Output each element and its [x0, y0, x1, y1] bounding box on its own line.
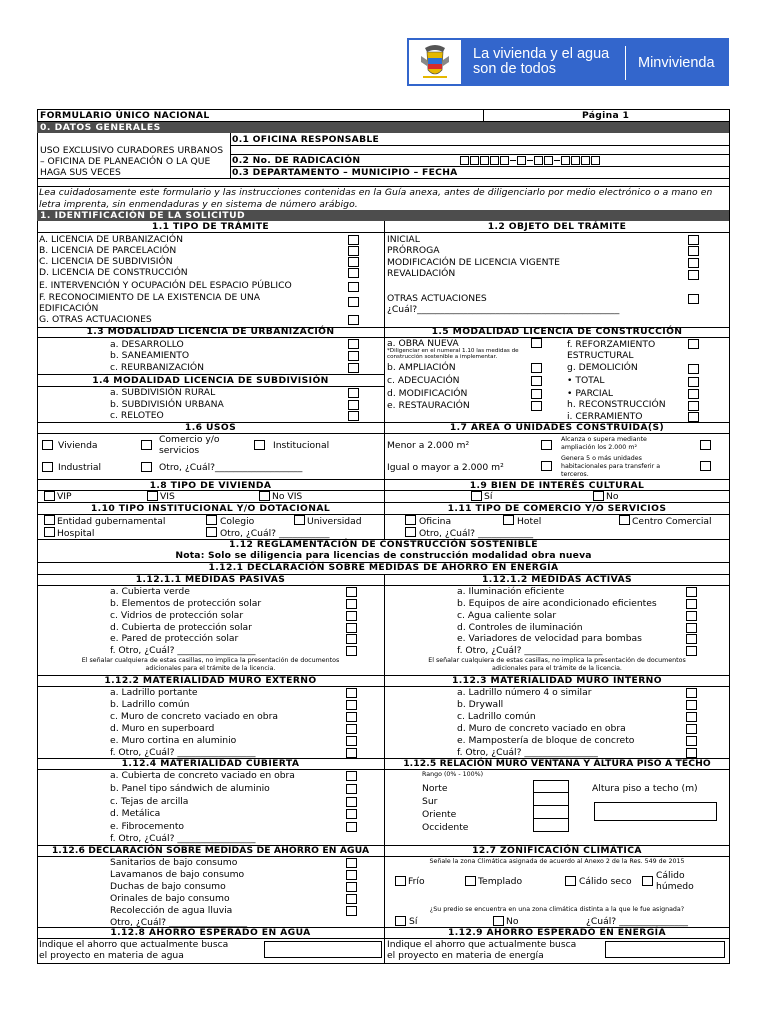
s1-10-gub: Entidad gubernamental — [57, 516, 166, 527]
s1-12-5-sur: Sur — [422, 796, 438, 807]
externo-b: b. Ladrillo común — [110, 699, 190, 710]
s1-12-8-title: 1.12.8 AHORRO ESPERADO EN AGUA — [110, 927, 311, 938]
interno-a: a. Ladrillo número 4 o similar — [457, 687, 592, 698]
interno-checkbox-e[interactable] — [686, 736, 697, 746]
s1-4-title: 1.4 MODALIDAD LICENCIA DE SUBDIVISIÓN — [92, 375, 329, 386]
s1-12-9-input[interactable] — [605, 941, 725, 958]
s1-8-checkbox-vip[interactable] — [44, 491, 55, 501]
s1-12-8-text2: el proyecto en materia de agua — [39, 950, 184, 961]
s1-12-5-norte-input[interactable] — [533, 780, 569, 793]
s1-6-checkbox-institucional[interactable] — [254, 440, 265, 450]
s1-12-5-range: Rango (0% - 100%) — [422, 771, 484, 778]
s1-8-vip: VIP — [57, 491, 72, 502]
externo-checkbox-c[interactable] — [346, 712, 357, 722]
activas-e: e. Variadores de velocidad para bombas — [457, 633, 642, 644]
s1-7-checkbox-alcanza[interactable] — [700, 440, 711, 450]
s1-5-item-c: c. ADECUACIÓN — [387, 375, 460, 386]
cubierta-f-field[interactable]: f. Otro, ¿Cuál? _________________ — [110, 833, 256, 844]
s1-5-checkbox-c[interactable] — [531, 376, 542, 386]
cubierta-checkbox-e[interactable] — [346, 822, 357, 832]
s1-7-note5: terceros. — [561, 471, 589, 478]
s1-8-title: 1.8 TIPO DE VIVIENDA — [149, 480, 272, 491]
s1-3-item-a: a. DESARROLLO — [110, 339, 184, 350]
s1-7-checkbox-menor[interactable] — [541, 440, 552, 450]
agua-checkbox-1[interactable] — [346, 858, 357, 868]
office-label: 0.1 OFICINA RESPONSABLE — [232, 134, 380, 145]
s1-4-checkbox-a[interactable] — [348, 388, 359, 398]
s1-1-item-f: F. RECONOCIMIENTO DE LA EXISTENCIA DE UNA — [39, 292, 261, 303]
form-title: FORMULARIO ÚNICO NACIONAL — [40, 110, 210, 121]
s1-9-no: No — [606, 491, 619, 502]
cubierta-checkbox-b[interactable] — [346, 784, 357, 794]
s1-9-checkbox-si[interactable] — [471, 491, 482, 501]
s1-5-checkbox-d[interactable] — [531, 389, 542, 399]
activas-f-field[interactable]: f. Otro, ¿Cuál? _________________ — [457, 645, 603, 656]
s1-11-oficina: Oficina — [419, 516, 452, 527]
pasivas-a: a. Cubierta verde — [110, 586, 190, 597]
s1-5-item-parcial: • PARCIAL — [567, 388, 614, 399]
s1-6-otro-field[interactable]: Otro, ¿Cuál?___________________ — [159, 462, 303, 473]
pasivas-disclaimer2: adicionales para el trámite de la licencia. — [145, 665, 276, 672]
s1-7-title: 1.7 AREA O UNIDADES CONSTRUIDA(S) — [449, 422, 665, 433]
section-1-header: 1. IDENTIFICACIÓN DE LA SOLICITUD — [37, 210, 729, 221]
instructions-text: Lea cuidadosamente este formulario y las instrucciones contenidas en la Guía anexa, antes de diligenciarlo por medio electrónico o a mano en letra imprenta, sin enmendaduras y en sistema de número arábigo. — [39, 187, 713, 210]
s1-12-2-title: 1.12.2 MATERIALIDAD MURO EXTERNO — [104, 675, 317, 686]
zona-checkbox-no[interactable] — [493, 916, 504, 926]
pasivas-checkbox-e[interactable] — [346, 634, 357, 644]
activas-checkbox-c[interactable] — [686, 611, 697, 621]
s1-6-comercio: Comercio y/o — [159, 434, 220, 445]
s1-3-checkbox-c[interactable] — [348, 363, 359, 373]
s1-12-9-text1: Indique el ahorro que actualmente busca — [387, 939, 577, 950]
s1-11-title: 1.11 TIPO DE COMERCIO Y/O SERVICIOS — [447, 503, 667, 514]
s1-2-checkbox-modificacion[interactable] — [688, 258, 699, 268]
s1-1-item-e: E. INTERVENCIÓN Y OCUPACIÓN DEL ESPACIO PÚBLICO — [39, 280, 292, 291]
activas-d: d. Controles de iluminación — [457, 622, 583, 633]
s1-1-item-b: B. LICENCIA DE PARCELACIÓN — [39, 245, 177, 256]
s1-2-item-inicial: INICIAL — [387, 234, 420, 245]
externo-f-field[interactable]: f. Otro, ¿Cuál? _________________ — [110, 747, 256, 758]
activas-checkbox-a[interactable] — [686, 587, 697, 597]
s1-12-5-occidente: Occidente — [422, 822, 469, 833]
s1-11-checkbox-otro[interactable] — [405, 527, 416, 537]
s1-3-item-b: b. SANEAMIENTO — [110, 350, 190, 361]
s1-12-note: Nota: Solo se diligencia para licencias de construcción modalidad obra nueva — [175, 550, 592, 561]
s1-5-item-a: a. OBRA NUEVA — [387, 338, 459, 349]
cubierta-d: d. Metálica — [110, 808, 161, 819]
s1-9-checkbox-no[interactable] — [593, 491, 604, 501]
slogan-line1: La vivienda y el agua — [473, 46, 610, 62]
brand-name: Minvivienda — [638, 55, 715, 71]
zona-frio: Frío — [408, 876, 425, 887]
pasivas-f-field[interactable]: f. Otro, ¿Cuál? _________________ — [110, 645, 256, 656]
zona-checkbox-si[interactable] — [395, 916, 406, 926]
logo-slogan — [473, 47, 609, 77]
s1-5-item-d: d. MODIFICACIÓN — [387, 388, 468, 399]
s1-12-9-text2: el proyecto en materia de energía — [387, 950, 544, 961]
pasivas-checkbox-a[interactable] — [346, 587, 357, 597]
s1-7-menor: Menor a 2.000 m² — [387, 440, 470, 451]
interno-checkbox-b[interactable] — [686, 700, 697, 710]
zona-calido-humedo2: húmedo — [656, 881, 694, 892]
s1-12-7-note: Señale la zona Climática asignada de acuerdo al Anexo 2 de la Res. 549 de 2015 — [429, 858, 685, 865]
zona-checkbox-templado[interactable] — [465, 876, 476, 886]
s1-5-title: 1.5 MODALIDAD LICENCIA DE CONSTRUCCIÓN — [431, 326, 683, 337]
s1-6-checkbox-otro[interactable] — [141, 462, 152, 472]
pasivas-checkbox-f[interactable] — [346, 646, 357, 656]
s1-5-checkbox-b[interactable] — [531, 363, 542, 373]
s1-4-checkbox-b[interactable] — [348, 400, 359, 410]
activas-a: a. Iluminación eficiente — [457, 586, 565, 597]
externo-checkbox-d[interactable] — [346, 724, 357, 734]
interno-checkbox-c[interactable] — [686, 712, 697, 722]
agua-item-5: Recolección de agua lluvia — [110, 905, 233, 916]
activas-checkbox-f[interactable] — [686, 646, 697, 656]
activas-c: c. Agua caliente solar — [457, 610, 557, 621]
externo-checkbox-b[interactable] — [346, 700, 357, 710]
zona-calido-seco: Cálido seco — [579, 876, 632, 887]
s1-1-checkbox-d[interactable] — [348, 268, 359, 278]
s1-1-checkbox-f[interactable] — [348, 297, 359, 307]
s1-6-checkbox-industrial[interactable] — [42, 462, 53, 472]
s1-1-checkbox-c[interactable] — [348, 257, 359, 267]
interno-c: c. Ladrillo común — [457, 711, 536, 722]
agua-item-1: Sanitarios de bajo consumo — [110, 857, 238, 868]
s1-6-comercio2: servicios — [159, 445, 200, 456]
s1-4-checkbox-c[interactable] — [348, 411, 359, 421]
externo-checkbox-e[interactable] — [346, 736, 357, 746]
s1-2-checkbox-otras[interactable] — [688, 294, 699, 304]
cubierta-checkbox-a[interactable] — [346, 771, 357, 781]
s1-10-checkbox-gub[interactable] — [44, 515, 55, 525]
externo-c: c. Muro de concreto vaciado en obra — [110, 711, 279, 722]
coat-of-arms-icon — [409, 40, 461, 84]
s1-1-checkbox-e[interactable] — [348, 282, 359, 292]
zona-si: Sí — [409, 916, 418, 927]
agua-item-6-field[interactable]: Otro, ¿Cuál? _________________ — [110, 917, 248, 928]
slogan-line2: son de todos — [473, 61, 557, 77]
location-label: 0.3 DEPARTAMENTO – MUNICIPIO – FECHA — [232, 167, 458, 178]
pasivas-d: d. Cubierta de protección solar — [110, 622, 252, 633]
s1-12-5-norte: Norte — [422, 783, 448, 794]
zona-checkbox-calido-seco[interactable] — [565, 876, 576, 886]
externo-checkbox-a[interactable] — [346, 688, 357, 698]
s1-12-9-title: 1.12.9 AHORRO ESPERADO EN ENERGÍA — [448, 927, 666, 938]
s1-1-checkbox-a[interactable] — [348, 235, 359, 245]
s1-12-5-oriente-input[interactable] — [533, 806, 569, 819]
s1-2-checkbox-revalidacion[interactable] — [688, 270, 699, 280]
s1-7-mayor: Igual o mayor a 2.000 m² — [387, 462, 504, 473]
interno-d: d. Muro de concreto vaciado en obra — [457, 723, 626, 734]
cubierta-a: a. Cubierta de concreto vaciado en obra — [110, 770, 295, 781]
s1-5-item-h: h. RECONSTRUCCIÓN — [567, 399, 666, 410]
zona-checkbox-calido-humedo[interactable] — [642, 876, 653, 886]
s1-5-item-g: g. DEMOLICIÓN — [567, 362, 638, 373]
s1-12-5-oriente: Oriente — [422, 809, 457, 820]
externo-e: e. Muro cortina en aluminio — [110, 735, 237, 746]
s1-5-item-f2: ESTRUCTURAL — [567, 350, 634, 361]
s1-5-note: *Diligenciar en el numeral 1.10 las medidas de construcción sostenible a implementar. — [387, 348, 519, 361]
interno-checkbox-d[interactable] — [686, 724, 697, 734]
s1-7-checkbox-mayor[interactable] — [541, 461, 552, 471]
s1-3-item-c: c. REURBANIZACIÓN — [110, 362, 205, 373]
pasivas-checkbox-d[interactable] — [346, 623, 357, 633]
s1-12-7-question: ¿Su predio se encuentra en una zona climática distinta a la que le fue asignada? — [429, 906, 685, 913]
s1-2-item-revalidacion: REVALIDACIÓN — [387, 268, 456, 279]
cubierta-e: e. Fibrocemento — [110, 821, 185, 832]
page-number: Página 1 — [582, 110, 630, 121]
s1-12-3-title: 1.12.3 MATERIALIDAD MURO INTERNO — [452, 675, 662, 686]
radication-number-field[interactable] — [460, 155, 600, 165]
s1-3-checkbox-a[interactable] — [348, 339, 359, 349]
s1-1-checkbox-b[interactable] — [348, 246, 359, 256]
s1-5-checkbox-total[interactable] — [688, 377, 699, 387]
s1-6-checkbox-vivienda[interactable] — [42, 440, 53, 450]
s1-2-title: 1.2 OBJETO DEL TRÁMITE — [487, 221, 627, 232]
s1-6-vivienda: Vivienda — [58, 440, 98, 451]
s1-2-item-modificacion: MODIFICACIÓN DE LICENCIA VIGENTE — [387, 257, 560, 268]
s1-5-item-i: i. CERRAMIENTO — [567, 411, 643, 422]
s1-1-checkbox-g[interactable] — [348, 315, 359, 325]
s1-1-item-d: D. LICENCIA DE CONSTRUCCIÓN — [39, 267, 188, 278]
agua-item-3: Duchas de bajo consumo — [110, 881, 226, 892]
s1-12-1-1-title: 1.12.1.1 MEDIDAS PASIVAS — [135, 574, 286, 585]
s1-12-1-title: 1.12.1 DECLARACIÓN SOBRE MEDIDAS DE AHORRO EN ENERGÍA — [208, 562, 559, 573]
s1-10-title: 1.10 TIPO INSTITUCIONAL Y/O DOTACIONAL — [90, 503, 331, 514]
agua-checkbox-3[interactable] — [346, 882, 357, 892]
pasivas-checkbox-c[interactable] — [346, 611, 357, 621]
agua-checkbox-4[interactable] — [346, 894, 357, 904]
interno-f-field[interactable]: f. Otro, ¿Cuál? ________________ — [457, 747, 598, 758]
s1-3-title: 1.3 MODALIDAD LICENCIA DE URBANIZACIÓN — [86, 326, 335, 337]
agua-item-2: Lavamanos de bajo consumo — [110, 869, 245, 880]
pasivas-e: e. Pared de protección solar — [110, 633, 239, 644]
pasivas-b: b. Elementos de protección solar — [110, 598, 262, 609]
s1-12-8-input[interactable] — [264, 941, 382, 958]
s1-1-item-f2: EDIFICACIÓN — [39, 303, 99, 314]
s1-1-title: 1.1 TIPO DE TRÁMITE — [151, 221, 270, 232]
s1-3-checkbox-b[interactable] — [348, 351, 359, 361]
activas-b: b. Equipos de aire acondicionado eficientes — [457, 598, 657, 609]
s1-8-checkbox-vis[interactable] — [147, 491, 158, 501]
s1-12-8-text1: Indique el ahorro que actualmente busca — [39, 939, 229, 950]
radication-label: 0.2 No. DE RADICACIÓN — [232, 155, 361, 166]
interno-checkbox-a[interactable] — [686, 688, 697, 698]
cubierta-checkbox-d[interactable] — [346, 809, 357, 819]
s1-5-checkbox-a[interactable] — [531, 338, 542, 348]
pasivas-c: c. Vidrios de protección solar — [110, 610, 244, 621]
exclusive-use-label: USO EXCLUSIVO CURADORES URBANOS – OFICINA DE PLANEACIÓN O LA QUE HAGA SUS VECES — [40, 145, 224, 178]
s1-10-otro-field[interactable]: Otro, ¿Cuál? ___________ — [220, 528, 330, 539]
s1-5-item-total: • TOTAL — [567, 375, 605, 386]
s1-6-checkbox-comercio[interactable] — [141, 440, 152, 450]
s1-12-5-height-label: Altura piso a techo (m) — [592, 783, 698, 794]
s1-11-checkbox-oficina[interactable] — [405, 515, 416, 525]
activas-checkbox-d[interactable] — [686, 623, 697, 633]
s1-7-note2: ampliación los 2.000 m² — [561, 444, 637, 451]
s1-9-title: 1.9 BIEN DE INTERÉS CULTURAL — [469, 480, 645, 491]
interno-b: b. Drywall — [457, 699, 504, 710]
s1-9-si: Sí — [484, 491, 493, 502]
s1-6-title: 1.6 USOS — [184, 422, 237, 433]
s1-5-checkbox-e[interactable] — [531, 401, 542, 411]
s1-11-otro-field[interactable]: Otro, ¿Cuál? ____________ — [419, 528, 534, 539]
s1-11-checkbox-hotel[interactable] — [503, 515, 514, 525]
s1-7-note4: habitacionales para transferir a — [561, 463, 661, 470]
s1-4-item-a: a. SUBDIVISIÓN RURAL — [110, 387, 216, 398]
s1-7-checkbox-genera[interactable] — [700, 461, 711, 471]
s1-5-checkbox-i[interactable] — [688, 412, 699, 422]
s1-11-checkbox-centro[interactable] — [619, 515, 630, 525]
logo-divider — [625, 46, 626, 80]
s1-7-note1: Alcanza o supera mediante — [561, 436, 647, 443]
s1-12-5-title: 1.12.5 RELACIÓN MURO VENTANA Y ALTURA PISO A TECHO — [403, 758, 711, 769]
s1-5-item-e: e. RESTAURACIÓN — [387, 400, 470, 411]
interno-checkbox-f[interactable] — [686, 748, 697, 758]
s1-10-checkbox-hospital[interactable] — [44, 527, 55, 537]
s1-12-5-occidente-input[interactable] — [533, 819, 569, 832]
pasivas-disclaimer1: El señalar cualquiera de estas casillas, no implica la presentación de documentos — [81, 657, 340, 664]
zona-cual-field[interactable]: ¿Cuál? _______________ — [586, 916, 689, 927]
agua-item-4: Orinales de bajo consumo — [110, 893, 230, 904]
interno-e: e. Mampostería de bloque de concreto — [457, 735, 635, 746]
zona-checkbox-frio[interactable] — [395, 876, 406, 886]
zona-calido-humedo: Cálido — [656, 870, 685, 881]
section-0-header: 0. DATOS GENERALES — [37, 122, 729, 133]
s1-12-4-title: 1.12.4 MATERIALIDAD CUBIERTA — [121, 758, 300, 769]
cubierta-b: b. Panel tipo sándwich de aluminio — [110, 783, 270, 794]
externo-a: a. Ladrillo portante — [110, 687, 198, 698]
s1-4-item-c: c. RELOTEO — [110, 410, 164, 421]
s1-2-checkbox-inicial[interactable] — [688, 235, 699, 245]
s1-12-1-2-title: 1.12.1.2 MEDIDAS ACTIVAS — [482, 574, 632, 585]
s1-1-item-a: A. LICENCIA DE URBANIZACIÓN — [39, 234, 183, 245]
zona-templado: Templado — [478, 876, 523, 887]
s1-10-checkbox-otro[interactable] — [206, 527, 217, 537]
s1-10-colegio: Colegio — [220, 516, 255, 527]
s1-8-vis: VIS — [160, 491, 175, 502]
s1-10-checkbox-colegio[interactable] — [206, 515, 217, 525]
activas-checkbox-e[interactable] — [686, 634, 697, 644]
pasivas-checkbox-b[interactable] — [346, 599, 357, 609]
activas-disclaimer1: El señalar cualquiera de estas casillas, no implica la presentación de documentos — [428, 657, 686, 664]
s1-8-novis: No VIS — [272, 491, 303, 502]
s1-2-checkbox-prorroga[interactable] — [688, 246, 699, 256]
s1-11-hotel: Hotel — [517, 516, 542, 527]
s1-8-checkbox-novis[interactable] — [259, 491, 270, 501]
s1-5-item-b: b. AMPLIACIÓN — [387, 362, 456, 373]
cubierta-c: c. Tejas de arcilla — [110, 796, 189, 807]
s1-12-5-height-input[interactable] — [594, 802, 717, 821]
s1-6-institucional: Institucional — [273, 440, 330, 451]
zona-no: No — [506, 916, 519, 927]
s1-5-checkbox-g[interactable] — [688, 364, 699, 374]
agua-checkbox-5[interactable] — [346, 906, 357, 916]
s1-12-title: 1.12 REGLAMENTACIÓN DE CONSTRUCCIÓN SOSTENIBLE — [229, 539, 538, 550]
s1-11-centro: Centro Comercial — [632, 516, 712, 527]
s1-12-5-sur-input[interactable] — [533, 793, 569, 806]
activas-disclaimer2: adicionales para el trámite de la licencia. — [492, 665, 622, 672]
s1-10-universidad: Universidad — [307, 516, 362, 527]
s1-5-checkbox-parcial[interactable] — [688, 389, 699, 399]
s1-1-item-c: C. LICENCIA DE SUBDIVISIÓN — [39, 256, 173, 267]
s1-5-checkbox-h[interactable] — [688, 401, 699, 411]
s1-6-industrial: Industrial — [58, 462, 102, 473]
s1-2-item-otras: OTRAS ACTUACIONES — [387, 293, 487, 304]
s1-5-checkbox-f[interactable] — [688, 339, 699, 349]
s1-5-item-f: f. REFORZAMIENTO — [567, 339, 656, 350]
agua-checkbox-2[interactable] — [346, 870, 357, 880]
s1-1-item-g: G. OTRAS ACTUACIONES — [39, 314, 152, 325]
s1-10-checkbox-universidad[interactable] — [294, 515, 305, 525]
s1-7-note3: Genera 5 o más unidades — [561, 455, 642, 462]
s1-2-cual-field[interactable]: ¿Cuál?____________________________________________ — [387, 304, 620, 315]
externo-checkbox-f[interactable] — [346, 748, 357, 758]
s1-4-item-b: b. SUBDIVISIÓN URBANA — [110, 399, 224, 410]
s1-12-6-title: 1.12.6 DECLARACIÓN SOBRE MEDIDAS DE AHORRO EN AGUA — [51, 845, 370, 856]
s1-12-7-title: 12.7 ZONIFICACIÓN CLIMÁTICA — [472, 845, 642, 856]
externo-d: d. Muro en superboard — [110, 723, 215, 734]
s1-2-item-prorroga: PRÓRROGA — [387, 245, 440, 256]
cubierta-checkbox-c[interactable] — [346, 797, 357, 807]
s1-10-hospital: Hospital — [57, 528, 95, 539]
activas-checkbox-b[interactable] — [686, 599, 697, 609]
